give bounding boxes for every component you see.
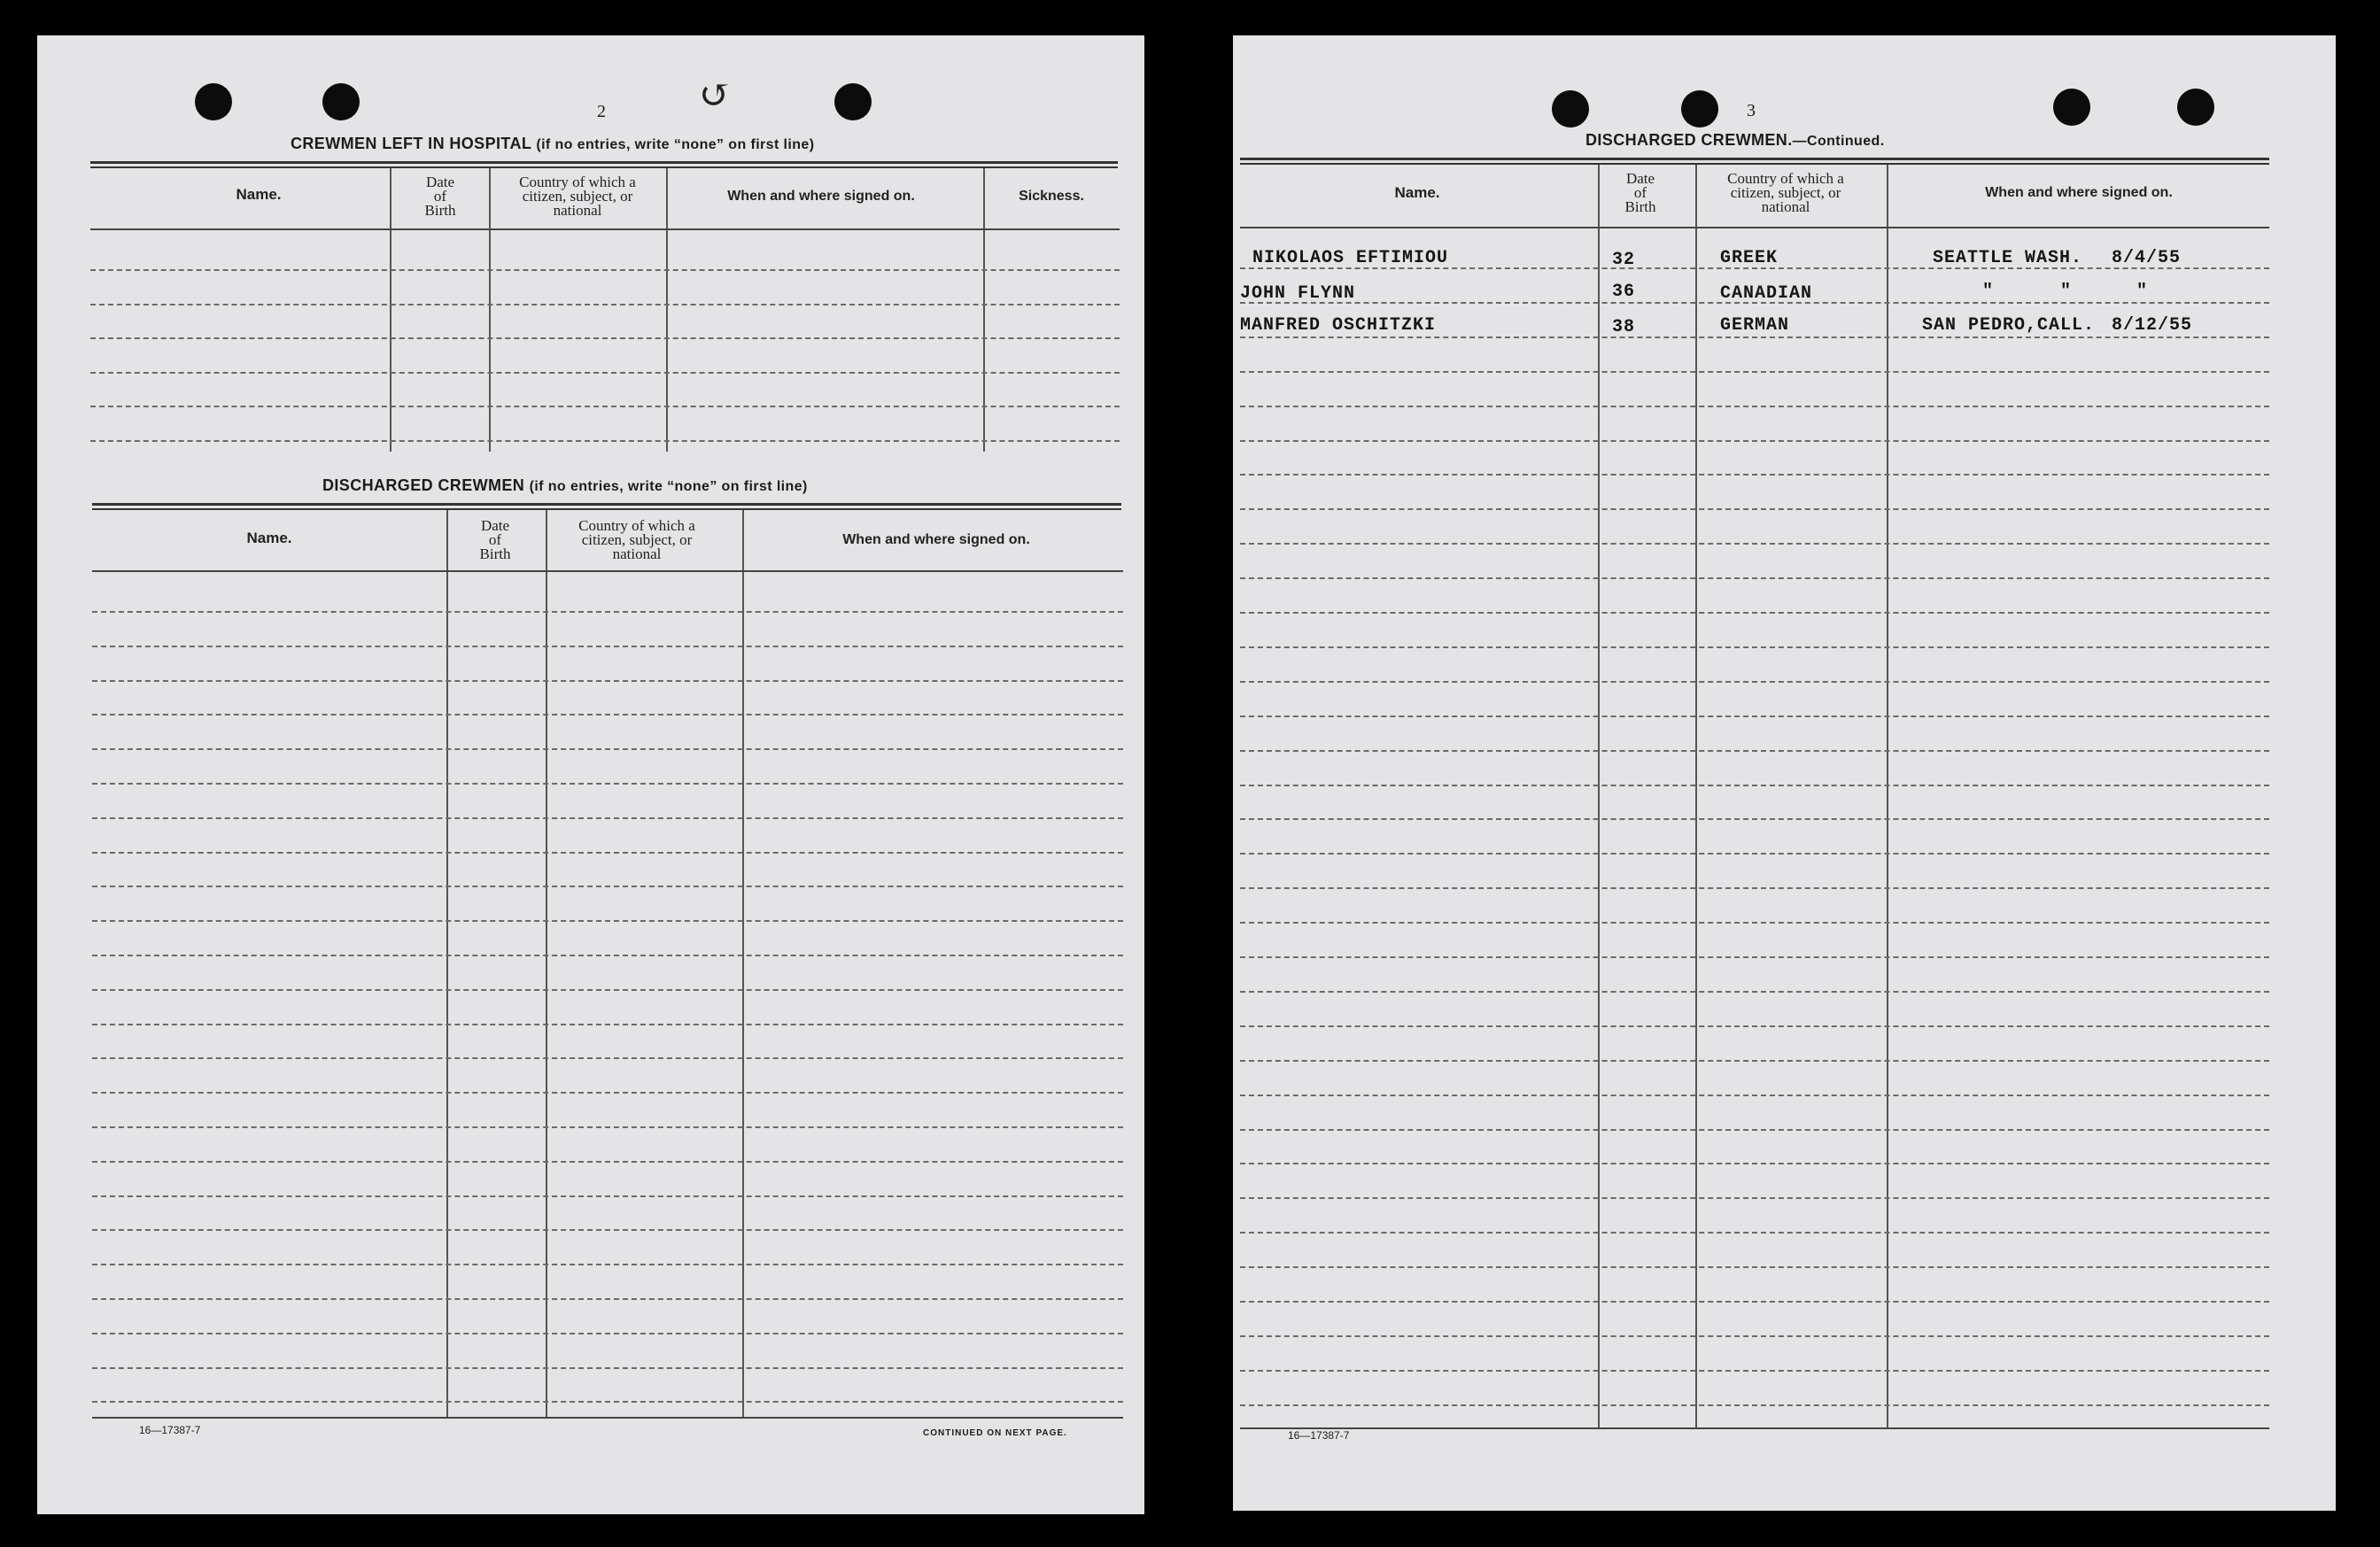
ruled-line xyxy=(1240,991,2269,993)
discharged-top-rule xyxy=(92,503,1121,510)
punch-hole xyxy=(1552,90,1589,128)
ruled-line xyxy=(1240,715,2269,717)
discharged-col-name: Name. xyxy=(246,530,292,546)
right-page xyxy=(1233,35,2336,1511)
right-title-suffix: —Continued. xyxy=(1792,134,1885,149)
form-number: 16—17387-7 xyxy=(1288,1429,1350,1442)
ruled-line xyxy=(1240,1025,2269,1027)
continued-note: CONTINUED ON NEXT PAGE. xyxy=(923,1428,1067,1438)
ruled-line xyxy=(1240,785,2269,786)
ruled-line xyxy=(92,989,1123,991)
column-divider xyxy=(1598,165,1600,1427)
ruled-line xyxy=(90,440,1120,442)
column-divider xyxy=(489,168,491,452)
ruled-line xyxy=(90,337,1120,339)
ruled-line xyxy=(92,1195,1123,1197)
right-col-name: Name. xyxy=(1394,184,1440,201)
ruled-line xyxy=(1240,371,2269,373)
ruled-line xyxy=(92,783,1123,785)
ruled-line xyxy=(92,1264,1123,1265)
table-bottom-rule xyxy=(92,1417,1123,1419)
ruled-line xyxy=(1240,1129,2269,1131)
punch-hole xyxy=(2053,89,2090,126)
ruled-line xyxy=(92,1367,1123,1369)
ruled-line xyxy=(1240,543,2269,545)
ruled-line xyxy=(1240,267,2269,269)
entry-place-ditto: " xyxy=(2060,282,2073,302)
right-top-rule xyxy=(1240,158,2269,165)
punch-hole xyxy=(2177,89,2214,126)
ruled-line xyxy=(1240,681,2269,683)
entry-country: GREEK xyxy=(1720,248,1779,268)
table-bottom-rule xyxy=(1240,1427,2269,1429)
entry-country: GERMAN xyxy=(1720,315,1790,336)
ruled-line xyxy=(1240,336,2269,338)
ruled-line xyxy=(1240,1335,2269,1337)
ruled-line xyxy=(92,1229,1123,1231)
ruled-line xyxy=(92,1161,1123,1163)
entry-age: 38 xyxy=(1612,317,1636,337)
column-divider xyxy=(390,168,391,452)
ruled-line xyxy=(1240,440,2269,442)
ruled-line xyxy=(92,1333,1123,1334)
hospital-col-dob: Date of Birth xyxy=(424,174,456,219)
column-divider xyxy=(983,168,985,452)
right-title-text: DISCHARGED CREWMEN. xyxy=(1585,131,1793,149)
ruled-line xyxy=(92,646,1123,647)
hospital-title-note: (if no entries, write “none” on first line) xyxy=(536,137,815,152)
column-divider xyxy=(666,168,668,452)
discharged-title-note: (if no entries, write “none” on first line) xyxy=(529,479,808,494)
entry-place: SEATTLE WASH. xyxy=(1933,248,2083,268)
ruled-line xyxy=(90,372,1120,374)
entry-age: 32 xyxy=(1612,250,1636,270)
discharged-col-signed: When and where signed on. xyxy=(842,532,1030,547)
discharged-section-title xyxy=(322,476,808,495)
ruled-line xyxy=(90,406,1120,407)
ruled-line xyxy=(1240,750,2269,752)
ruled-line xyxy=(92,1401,1123,1403)
ruled-line xyxy=(1240,1301,2269,1303)
ruled-line xyxy=(92,611,1123,613)
ruled-line xyxy=(1240,302,2269,304)
entry-name: JOHN FLYNN xyxy=(1240,283,1356,304)
entry-place: " xyxy=(1982,282,1995,302)
ruled-line xyxy=(90,304,1120,306)
ruled-line xyxy=(1240,1404,2269,1406)
hospital-col-name: Name. xyxy=(236,186,282,203)
entry-name: MANFRED OSCHITZKI xyxy=(1240,315,1437,336)
ruled-line xyxy=(1240,1060,2269,1062)
entry-date: 8/12/55 xyxy=(2112,315,2193,336)
entry-age: 36 xyxy=(1612,282,1636,302)
hospital-section-title xyxy=(291,135,814,153)
ruled-line xyxy=(1240,887,2269,889)
ruled-line xyxy=(90,269,1120,271)
ruled-line xyxy=(1240,508,2269,510)
hospital-col-country: Country of which a citizen, subject, or national xyxy=(519,174,636,219)
entry-date: " xyxy=(2136,282,2149,302)
ruled-line xyxy=(1240,1163,2269,1164)
ruled-line xyxy=(1240,474,2269,476)
entry-date: 8/4/55 xyxy=(2112,248,2182,268)
ruled-line xyxy=(92,748,1123,750)
discharged-col-country: Country of which a citizen, subject, or national xyxy=(578,517,695,562)
ruled-line xyxy=(92,1024,1123,1025)
form-number: 16—17387-7 xyxy=(139,1424,201,1436)
ruled-line xyxy=(1240,406,2269,407)
hospital-col-sickness: Sickness. xyxy=(1019,189,1084,204)
ruled-line xyxy=(1240,1232,2269,1234)
ruled-line xyxy=(92,1057,1123,1059)
ruled-line xyxy=(1240,853,2269,855)
ruled-line xyxy=(92,955,1123,956)
page-number: 3 xyxy=(1747,101,1756,120)
handwritten-mark: ↺ xyxy=(699,73,732,117)
header-rule xyxy=(92,570,1123,572)
ruled-line xyxy=(92,680,1123,682)
right-col-signed: When and where signed on. xyxy=(1985,185,2173,200)
column-divider xyxy=(1887,165,1888,1427)
entry-name: NIKOLAOS EFTIMIOU xyxy=(1252,248,1449,268)
ruled-line xyxy=(92,1298,1123,1300)
right-col-dob: Date of Birth xyxy=(1624,170,1656,215)
hospital-col-signed: When and where signed on. xyxy=(727,189,915,204)
entry-place: SAN PEDRO,CALL. xyxy=(1922,315,2096,336)
ruled-line xyxy=(1240,577,2269,579)
ruled-line xyxy=(1240,818,2269,820)
ruled-line xyxy=(1240,1266,2269,1268)
punch-hole xyxy=(322,83,360,120)
header-rule xyxy=(90,228,1120,230)
ruled-line xyxy=(92,1092,1123,1094)
page-number: 2 xyxy=(597,102,606,121)
left-page xyxy=(37,35,1144,1514)
discharged-col-dob: Date of Birth xyxy=(479,517,511,562)
hospital-top-rule xyxy=(90,161,1118,168)
hospital-title-text: CREWMEN LEFT IN HOSPITAL xyxy=(291,135,531,152)
entry-country: CANADIAN xyxy=(1720,283,1813,304)
discharged-title-text: DISCHARGED CREWMEN xyxy=(322,476,525,494)
right-col-country: Country of which a citizen, subject, or national xyxy=(1727,170,1844,215)
punch-hole xyxy=(195,83,232,120)
punch-hole xyxy=(1681,90,1718,128)
ruled-line xyxy=(92,817,1123,819)
ruled-line xyxy=(1240,612,2269,614)
right-section-title xyxy=(1585,131,1885,150)
ruled-line xyxy=(92,852,1123,854)
punch-hole xyxy=(834,83,872,120)
ruled-line xyxy=(92,1126,1123,1128)
ruled-line xyxy=(92,714,1123,715)
ruled-line xyxy=(1240,646,2269,648)
header-rule xyxy=(1240,227,2269,228)
ruled-line xyxy=(1240,1095,2269,1096)
ruled-line xyxy=(1240,922,2269,924)
ruled-line xyxy=(1240,956,2269,958)
ruled-line xyxy=(92,920,1123,922)
ruled-line xyxy=(1240,1197,2269,1199)
ruled-line xyxy=(1240,1370,2269,1372)
ruled-line xyxy=(92,886,1123,887)
column-divider xyxy=(1695,165,1697,1427)
